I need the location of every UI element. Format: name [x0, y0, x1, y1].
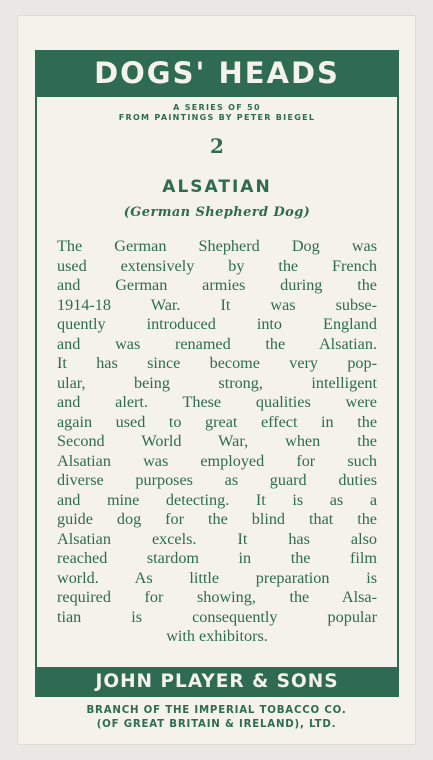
- description-line: with exhibitors.: [166, 627, 268, 645]
- description-line: Second World War, when the: [57, 432, 377, 450]
- description-line: guide dog for the blind that the: [57, 510, 377, 528]
- cigarette-card: [18, 16, 415, 744]
- description-line: reached stardom in the film: [57, 549, 377, 567]
- description-line: The German Shepherd Dog was: [57, 237, 377, 255]
- description-line: and mine detecting. It is as a: [57, 490, 377, 509]
- description-line: again used to great effect in the: [57, 412, 377, 431]
- breed-subtitle: (German Shepherd Dog): [123, 205, 311, 220]
- description-line: quently introduced into England: [57, 315, 377, 333]
- branch-line-2: (OF GREAT BRITAIN & IRELAND), LTD.: [96, 719, 337, 730]
- description-line: tian is consequently popular: [57, 607, 377, 626]
- description-line: diverse purposes as guard duties: [57, 471, 377, 489]
- series-credit: FROM PAINTINGS BY PETER BIEGEL: [118, 113, 316, 122]
- description-line: and alert. These qualities were: [57, 393, 377, 411]
- description-line: used extensively by the French: [57, 256, 377, 275]
- description-line: ular, being strong, intelligent: [57, 373, 377, 392]
- description-line: It has since become very pop-: [57, 354, 377, 372]
- description-line: and German armies during the: [57, 276, 377, 294]
- branch-line-1: BRANCH OF THE IMPERIAL TOBACCO CO.: [86, 705, 347, 716]
- description-line: Alsatian was employed for such: [57, 451, 377, 470]
- card-number: 2: [210, 134, 224, 158]
- series-count: A SERIES OF 50: [173, 103, 261, 112]
- description-line: required for showing, the Alsa-: [57, 588, 377, 606]
- maker-banner: JOHN PLAYER & SONS: [35, 667, 399, 697]
- series-title-banner: DOGS' HEADS: [35, 50, 399, 97]
- breed-title: ALSATIAN: [162, 177, 272, 197]
- description-line: world. As little preparation is: [57, 568, 377, 587]
- description-line: and was renamed the Alsatian.: [57, 334, 377, 353]
- description-text: [57, 237, 377, 647]
- description-line: Alsatian excels. It has also: [57, 529, 377, 548]
- description-line: 1914-18 War. It was subse-: [57, 295, 377, 314]
